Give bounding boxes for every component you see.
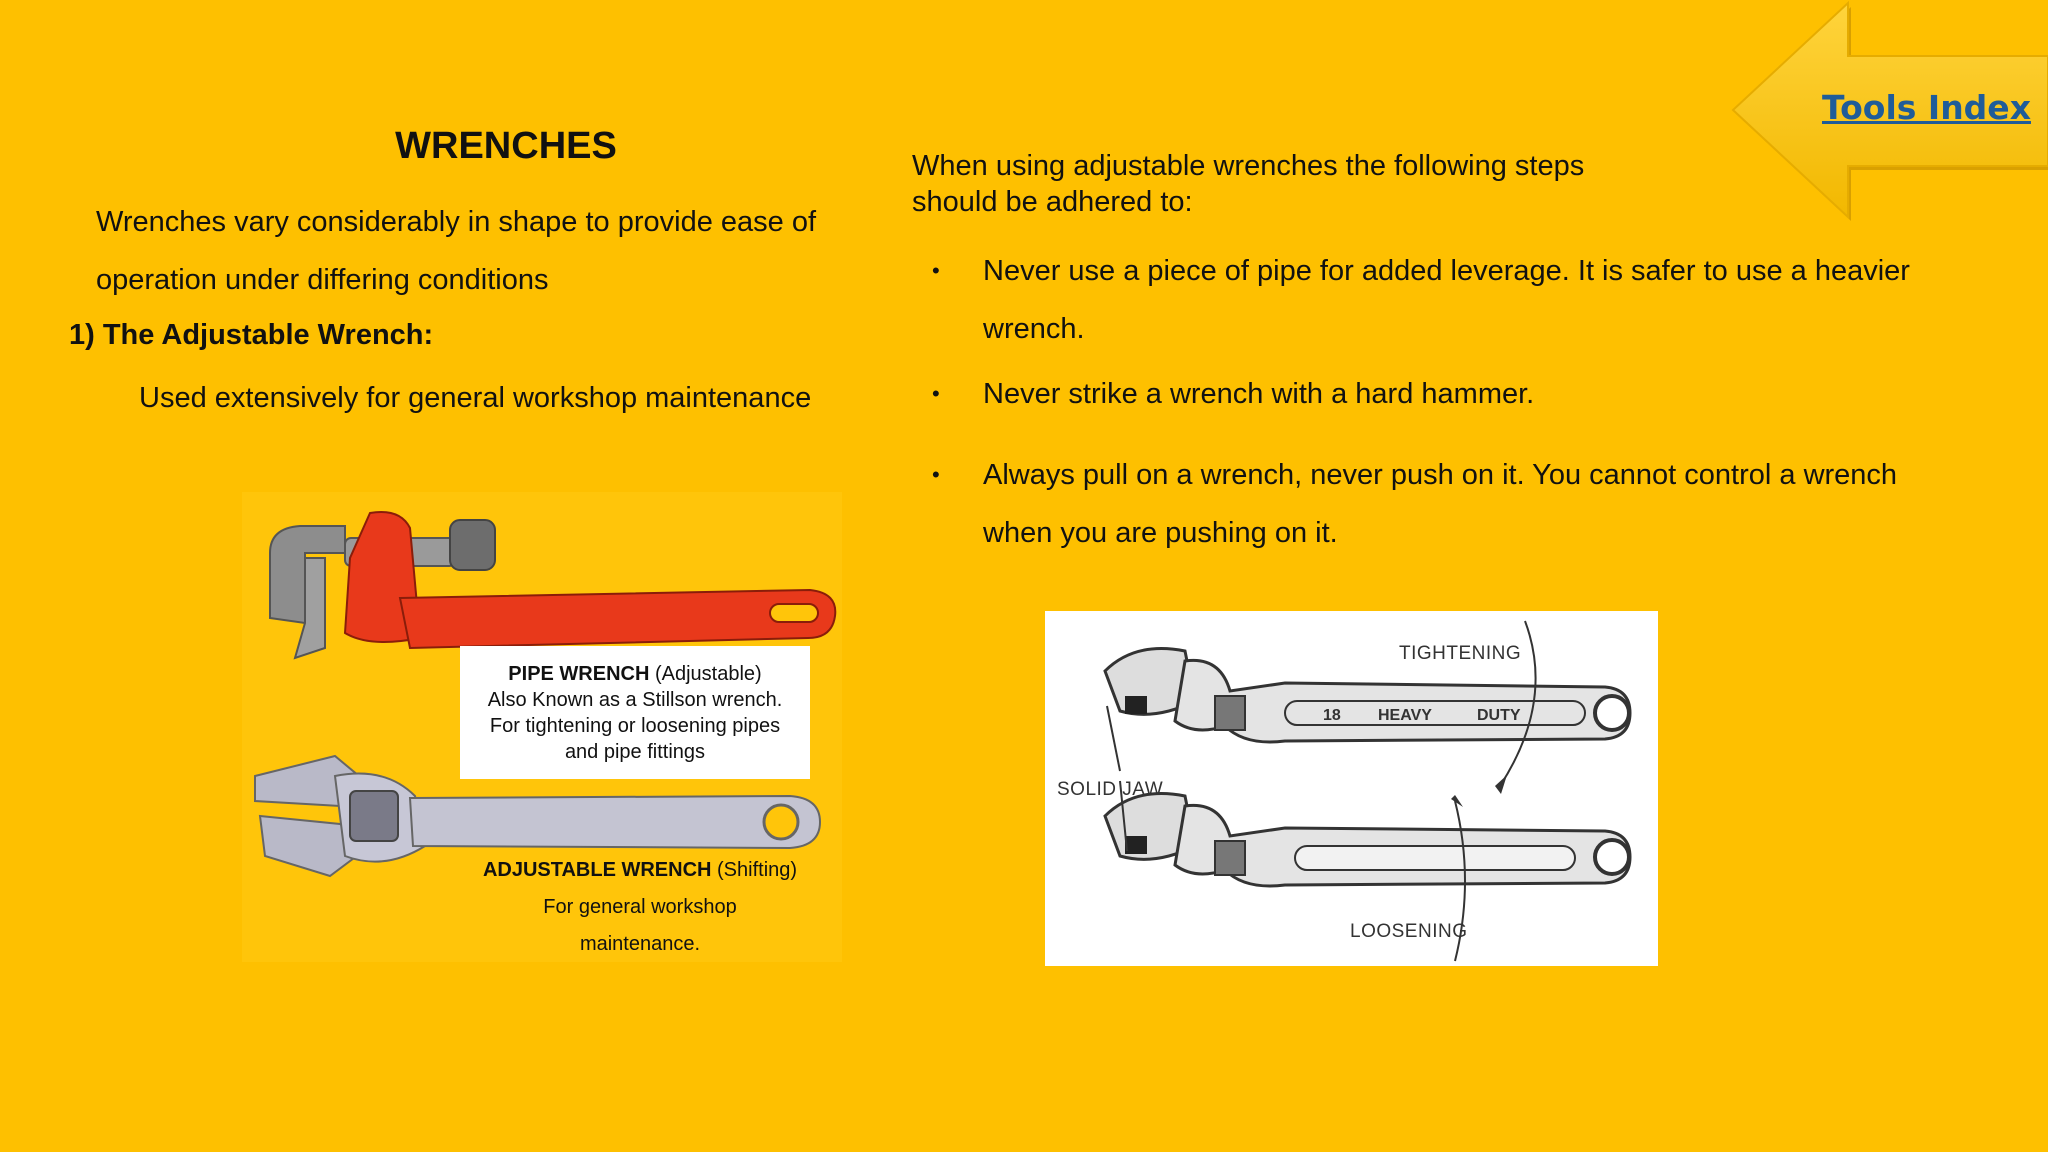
intro-text: Wrenches vary considerably in shape to provide ease of operation under differing conditions bbox=[96, 206, 817, 296]
page-title: WRENCHES bbox=[395, 125, 617, 167]
bullet-icon: • bbox=[932, 381, 940, 406]
bullet-icon: • bbox=[932, 258, 940, 283]
pipe-wrench-line: and pipe fittings bbox=[564, 741, 706, 763]
list-item: • Never strike a wrench with a hard hammer. bbox=[912, 365, 1962, 423]
bullet-icon: • bbox=[932, 462, 940, 487]
loosening-label: LOOSENING bbox=[1350, 921, 1468, 942]
adjustable-wrench-label bbox=[460, 852, 820, 963]
pipe-wrench-name: PIPE WRENCH bbox=[508, 663, 650, 685]
adjustable-wrench-qualifier: (Shifting) bbox=[717, 859, 798, 881]
tools-index-link[interactable]: Tools Index bbox=[1822, 88, 2031, 127]
wrench-size-text: 18 bbox=[1323, 707, 1341, 724]
tightening-label: TIGHTENING bbox=[1399, 643, 1522, 664]
adjustable-wrench-line: For general workshop bbox=[543, 896, 737, 918]
pipe-wrench-line: Also Known as a Stillson wrench. bbox=[487, 689, 783, 711]
pipe-wrench-qualifier: (Adjustable) bbox=[654, 663, 762, 685]
solid-jaw-label: SOLID JAW bbox=[1057, 779, 1164, 800]
list-item: • Always pull on a wrench, never push on it. You cannot control a wrench when you are pushing on it. bbox=[912, 446, 1962, 562]
adjustable-wrench-description: Used extensively for general workshop maintenance bbox=[139, 382, 812, 414]
steps-intro: When using adjustable wrenches the following steps should be adhered to: bbox=[912, 150, 1585, 218]
steps-list bbox=[912, 242, 1962, 562]
adjustable-wrench-name: ADJUSTABLE WRENCH bbox=[482, 859, 712, 881]
wrench-duty-text: DUTY bbox=[1477, 707, 1521, 724]
pipe-wrench-label bbox=[460, 646, 810, 779]
list-item: • Never use a piece of pipe for added leverage. It is safer to use a heavier wrench. bbox=[912, 242, 1962, 358]
pipe-wrench-image bbox=[250, 498, 840, 668]
wrench-heavy-text: HEAVY bbox=[1378, 707, 1432, 724]
adjustable-wrench-line: maintenance. bbox=[579, 933, 701, 955]
pipe-wrench-line: For tightening or loosening pipes bbox=[489, 715, 781, 737]
tightening-loosening-diagram bbox=[1045, 611, 1658, 966]
adjustable-wrench-heading: 1) The Adjustable Wrench: bbox=[69, 319, 434, 351]
